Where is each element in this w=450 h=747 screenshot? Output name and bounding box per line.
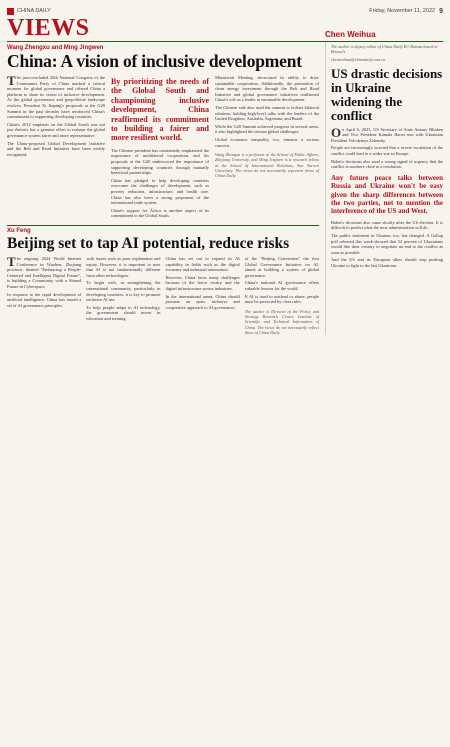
article2-paragraph: with issues such as poor explanation and equity. However, it is important to note that AI is not fundamentally different from other technologies. (86, 255, 161, 278)
section-title: VIEWS (7, 15, 90, 41)
article2-column-4 (245, 256, 319, 335)
article1-paragraph: The China-proposed Global Development Initiative and the Belt and Road Initiative have been widely recognized. (7, 140, 105, 157)
right-paragraph: People are increasingly worried that a severe escalation of the conflict could lead to a wider war in Europe. (331, 145, 443, 156)
article1-paragraph: The just-concluded 20th National Congress of the Communist Party of China marked a critical moment for global governance and offered China a platform to share its vision of inclusive development. As the global governance and geopolitical landscape evolves, President Xi Jinping's proposals at the G20 Summit in the past decades have reinforced China's commitment to supporting developing countries. (7, 73, 105, 120)
article1-column-3 (215, 75, 319, 221)
right-headline: US drastic decisions in Ukraine widening the conflict (331, 65, 443, 123)
brand-name: CHINA DAILY (17, 8, 51, 14)
left-area (7, 42, 319, 335)
article1-paragraph: Global economic inequality, too, remains a serious concern. (215, 136, 319, 148)
section-header (7, 17, 443, 42)
article1-body (7, 75, 319, 221)
article2-paragraph: of the "Beijing Convention" the first Global Governance Initiative on AI, aimed at building a system of global governance. (244, 255, 319, 278)
article2-column-2 (86, 256, 160, 335)
article2-body (7, 253, 319, 335)
china-daily-logo-icon (7, 8, 14, 15)
page-grid (7, 42, 443, 335)
right-paragraph: Biden's decisions also came shortly after the US election. It is difficult to predict what the next administration will do. (331, 219, 443, 231)
article-divider (7, 225, 319, 226)
right-paragraph: Biden's decisions also send a wrong signal of urgency that the conflict is nowhere close to a resolution. (331, 158, 443, 170)
right-body (331, 124, 443, 269)
article2-paragraph: However, China faces many challenges because of the fierce rivalry and the digital infrastructure across industries. (165, 274, 240, 291)
right-paragraph: On April 6, 2023, US Secretary of State Antony Blinken and Vice President Kamala Harris met with Ukrainian President Volodymyr Zelensky. (331, 124, 443, 143)
page-number: 9 (439, 7, 443, 15)
article2-paragraph: The ongoing 2024 World Internet Conference in Wuzhen, Zhejiang province, themed "Embracing a People-Centered and Intelligent Digital Future", is building a Community with a Shared Future in Cyberspace. (7, 253, 82, 289)
article2-headline: Beijing set to tap AI potential, reduce risks (7, 234, 290, 252)
article2-paragraph: To help people adapt to AI technology, the government should invest in education and training. (86, 304, 161, 321)
article2-paragraph: In the international arena, China should promote an open, inclusive and cooperative approach to AI governance. (165, 293, 240, 310)
article1-paragraph: While the G20 Summit achieved progress in several areas, it also highlighted the serious global challenges. (215, 123, 319, 135)
article1-headline: China: A vision of inclusive development (7, 51, 302, 71)
right-paragraph: And the US and its European allies should stop pushing Ukraine to fight to the last Ukrainian. (331, 257, 443, 268)
article2-paragraph: In response to the rapid development of artificial intelligence, China has issued a set of AI governance principles. (7, 291, 82, 308)
article2-author-bio: The author is Director of the Policy and Strategy Research Center, Institute of Scientific and Technical Information of China. The views do not necessarily reflect those of China Daily. (244, 308, 319, 335)
article2-paragraph: To begin with, in strengthening the international community, particularly in developing countries, it is key to promote inclusive AI use. (86, 280, 161, 303)
article1-paragraph: The Chinese side also used the summit to bolster bilateral relations, holding high-level talks with the leaders of the United Kingdom, Australia, Argentina, and Brazil. (215, 104, 319, 122)
issue-date: Friday, November 11, 2022 (369, 8, 436, 14)
article1-paragraph: China's support for Africa is another aspect of its commitment to the Global South. (111, 207, 209, 219)
brand (7, 8, 51, 15)
right-paragraph: The public sentiment in Ukraine, too, has changed. A Gallup poll released this week showed that 52 percent of Ukrainians would like their country to negotiate an end to the conflict as soon as possible. (331, 232, 443, 255)
article1-column-1 (7, 75, 105, 221)
columnist-email: chenweihua@chinadaily.com.cn (331, 57, 386, 63)
masthead-right (369, 8, 443, 15)
article2-paragraph: China's national AI governance offers valuable lessons for the world. (244, 280, 319, 291)
article1-paragraph: China has pledged to help developing countries overcome the challenges of development, such as poverty reduction, infrastructure, and health care. China has also been a strong proponent of the international trade system. (111, 177, 209, 206)
columnist-bio: The author is deputy editor of China Daily EU Bureau based in Brussels. (331, 44, 438, 55)
article1-paragraph: The Chinese president has consistently emphasized the importance of multilateral cooperation, and his proposals at the G20 underscored the importance of supporting developing countries through mutually beneficial partnerships. (111, 147, 209, 176)
article2-paragraph: China has set out to expand its AI capability in fields such as the digital economy and industrial automation. (165, 255, 240, 273)
article1-column-2 (111, 75, 209, 221)
article1-paragraph: Ministerial Meeting, showcased its ability to drive sustainable cooperation. Additionally, the promotion of clean energy investment through the Belt and Road Initiative and global governance initiatives reaffirmed China's role as a leader in sustainable development. (215, 75, 319, 103)
article1-pull-quote: By prioritizing the needs of the Global South and championing inclusive development, China reaffirmed its commitment to building a fairer and more resilient world. (111, 77, 209, 143)
article2-column-3 (166, 256, 240, 335)
article1-byline: Wang Zhengxu and Ming Jingwen (7, 45, 104, 51)
article2-byline: Xu Feng (7, 227, 31, 234)
article2-paragraph: If AI is used to mislead or abuse, people must be protected by clear rules. (244, 293, 319, 305)
article2-column-1 (7, 253, 82, 335)
columnist-name: Chen Weihua (325, 30, 376, 39)
right-column (325, 42, 443, 335)
article1-author-bio: Wang Zhengxu is a professor at the School of Public Affairs, Zhejiang University, and Ming Jingwen is a research fellow at the School of International Relations, Sun Yat-sen University. The views do not necessarily represent those of China Daily. (215, 152, 319, 179)
article1-paragraph: China's 2012 emphasis on the Global South was not just rhetoric but a genuine effort to reshape the global governance system fairer and more representative. (7, 121, 105, 138)
right-pull-quote: Any future peace talks between Russia and Ukraine won't be easy given the sharp differences between the two parties, not to mention the interference of the US and West. (331, 173, 443, 216)
